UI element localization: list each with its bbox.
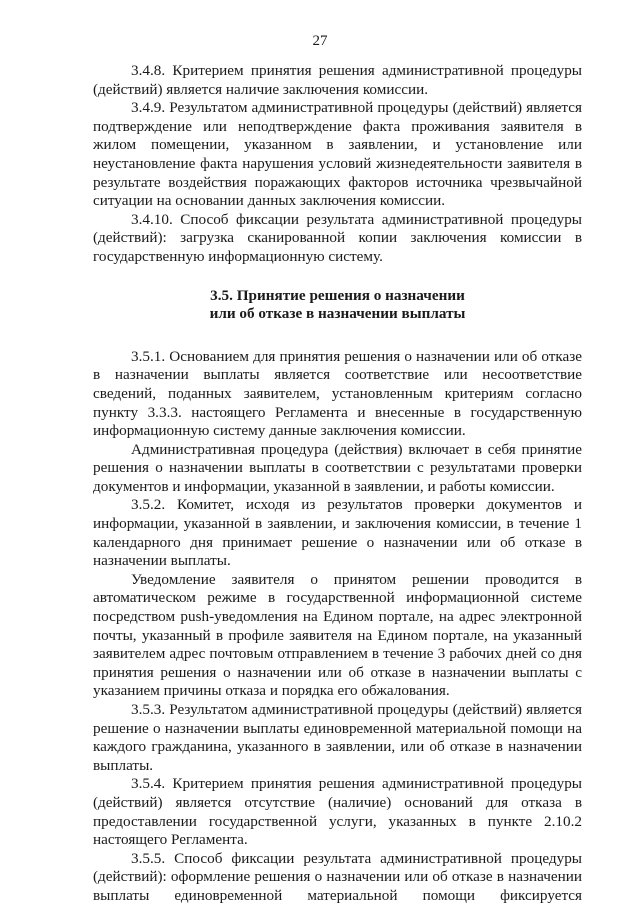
paragraph-3-5-5: 3.5.5. Способ фиксации результата административной процедуры (действий): оформление решения о назначении или об отказе в назначении выплаты единовременной материальной помощи фиксируется — [93, 849, 582, 904]
paragraph-3-5-2: 3.5.2. Комитет, исходя из результатов проверки документов и информации, указанной в заявлении, и заключения комиссии, в течение 1 календарного дня принимает решение о назначении или об отказе в назначении выплаты. — [93, 496, 582, 570]
section-title — [93, 287, 582, 324]
paragraph-3-5-1: 3.5.1. Основанием для принятия решения о назначении или об отказе в назначении выплаты является соответствие или несоответствие сведений, поданных заявителем, установленным критериям согласно пункту 3.3.3. настоящего Регламента и внесенные в государственную информационную систему данные заключения комиссии. — [93, 347, 582, 440]
paragraph-3-4-8: 3.4.8. Критерием принятия решения административной процедуры (действий) является наличие заключения комиссии. — [93, 62, 582, 98]
paragraph-notification: Уведомление заявителя о принятом решении проводится в автоматическом режиме в государственной информационной системе посредством push-уведомления на Едином портале, на адрес электронной почты, указанный в профиле заявителя на Едином портале, на указанный заявителем адрес почтовым отправлением в течение 3 рабочих дней со дня принятия решения о назначении или об отказе в назначении выплаты с указанием причины отказа и порядка его обжалования. — [93, 570, 582, 700]
document-body — [93, 62, 582, 906]
section-title-line-2: или об отказе в назначении выплаты — [209, 305, 466, 323]
page-number: 27 — [312, 33, 328, 49]
paragraph-3-5-4: 3.5.4. Критерием принятия решения административной процедуры (действий) является отсутствие (наличие) оснований для отказа в предоставлении государственной услуги, указанных в пункте 2.10.2 настоящего Регламента. — [93, 775, 582, 849]
paragraph-3-4-9: 3.4.9. Результатом административной процедуры (действий) является подтверждение или неподтверждение факта проживания заявителя в жилом помещении, указанном в заявлении, и установление или неустановление факта нарушения условий жизнедеятельности заявителя в результате воздействия поражающих факторов источника чрезвычайной ситуации на основании данных заключения комиссии. — [93, 99, 582, 210]
paragraph-3-4-10: 3.4.10. Способ фиксации результата административной процедуры (действий): загрузка сканированной копии заключения комиссии в государственную информационную систему. — [93, 210, 582, 265]
paragraph-3-5-3: 3.5.3. Результатом административной процедуры (действий) является решение о назначении выплаты единовременной материальной помощи на каждого гражданина, указанного в заявлении, или об отказе в назначении выплаты. — [93, 701, 582, 774]
section-title-line-1: 3.5. Принятие решения о назначении — [210, 286, 465, 304]
paragraph-procedure-description: Административная процедура (действия) включает в себя принятие решения о назначении выплаты в соответствии с результатами проверки документов и информации, указанной в заявлении, и работы комиссии. — [93, 440, 582, 495]
